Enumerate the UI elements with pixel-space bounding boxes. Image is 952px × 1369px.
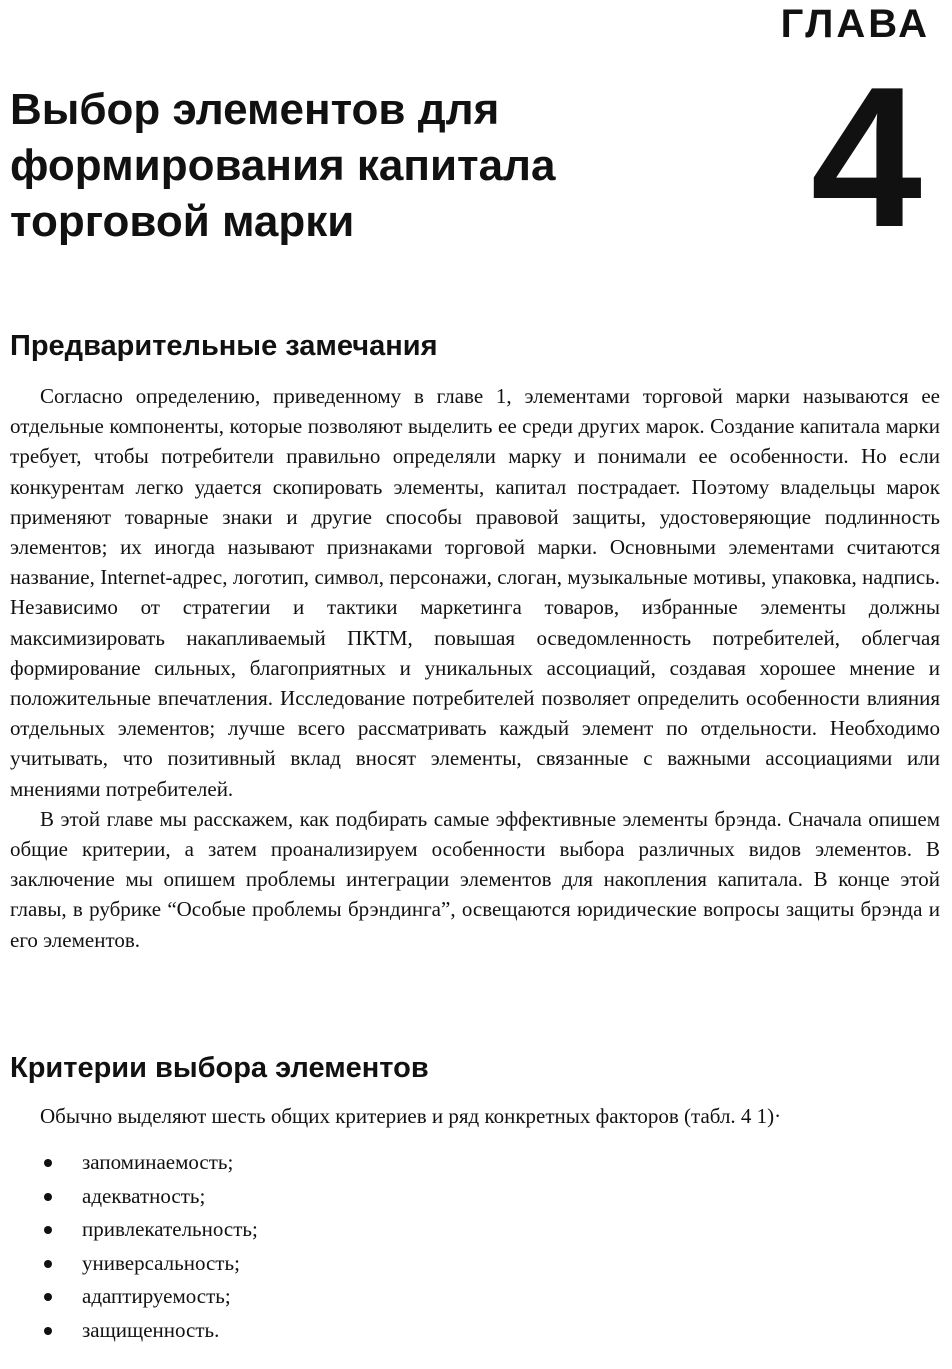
list-item-text: адаптируемость;	[82, 1284, 231, 1309]
paragraph: В этой главе мы расскажем, как подбирать самые эффективные элементы брэнда. Сначала опишем общие критерии, а затем проанализируем особенности выбора различных видов элементов. В заключение мы опишем проблемы интеграции элементов для накопления капитала. В конце этой главы, в рубрике “Особые проблемы брэндинга”, освещаются юридические вопросы защиты брэнда и его элементов.	[10, 806, 940, 952]
bullet-icon	[44, 1260, 52, 1268]
list-item-text: привлекательность;	[82, 1217, 258, 1242]
chapter-label: ГЛАВА	[780, 2, 930, 46]
section-heading-selection-criteria: Критерии выбора элементов	[10, 1052, 429, 1084]
list-item-text: запоминаемость;	[82, 1150, 234, 1174]
chapter-number: 4	[810, 46, 922, 269]
section-body-preliminary-remarks	[10, 381, 940, 955]
bullet-icon	[44, 1226, 52, 1234]
list-item	[40, 1280, 258, 1314]
chapter-title-line: торговой марки	[10, 197, 355, 246]
paragraph: Согласно определению, приведенному в главе 1, элементами торговой марки называются ее отдельные компоненты, которые позволяют выделить ее среди других марок. Создание капитала марки требует, чтобы потребители правильно определяли марку и понимали ее особенности. Но если конкурентам легко удается скопировать элементы, капитал пострадает. Поэтому владельцы марок применяют товарные знаки и другие способы правовой защиты, удостоверяющие подлинность элементов; их иногда называют признаками торговой марки. Основными элементами считаются название, Internet-адрес, логотип, символ, персонажи, слоган, музыкальные мотивы, упаковка, надпись. Независимо от стратегии и тактики маркетинга товаров, избранные элементы должны максимизировать накапливаемый ПКТМ, повышая осведомленность потребителей, облегчая формирование сильных, благоприятных и уникальных ассоциаций, создавая хорошее мнение и положительные впечатления. Исследование потребителей позволяет определить особенности влияния отдельных элементов; лучше всего рассматривать каждый элемент по отдельности. Необходимо учитывать, что позитивный вклад вносят элементы, связанные с важными ассоциациями или мнениями потребителей.	[10, 384, 940, 801]
list-item	[40, 1314, 258, 1348]
bullet-icon	[44, 1193, 52, 1201]
list-item	[40, 1146, 258, 1180]
section-body-selection-criteria	[10, 1101, 940, 1131]
chapter-title-line: формирования капитала	[10, 141, 556, 190]
chapter-title	[10, 82, 650, 250]
bullet-icon	[44, 1293, 52, 1301]
criteria-list	[40, 1146, 258, 1348]
list-item	[40, 1180, 258, 1214]
paragraph: Обычно выделяют шесть общих критериев и ряд конкретных факторов (табл. 4 1)·	[40, 1104, 782, 1128]
section-heading-preliminary-remarks: Предварительные замечания	[10, 330, 438, 362]
list-item-text: защищенность.	[82, 1317, 220, 1342]
list-item	[40, 1247, 258, 1281]
bullet-icon	[44, 1327, 52, 1335]
chapter-title-line: Выбор элементов для	[10, 85, 500, 134]
list-item-text: адекватность;	[82, 1183, 206, 1208]
list-item-text: универсальность;	[82, 1250, 240, 1275]
bullet-icon	[44, 1159, 52, 1167]
list-item	[40, 1213, 258, 1247]
